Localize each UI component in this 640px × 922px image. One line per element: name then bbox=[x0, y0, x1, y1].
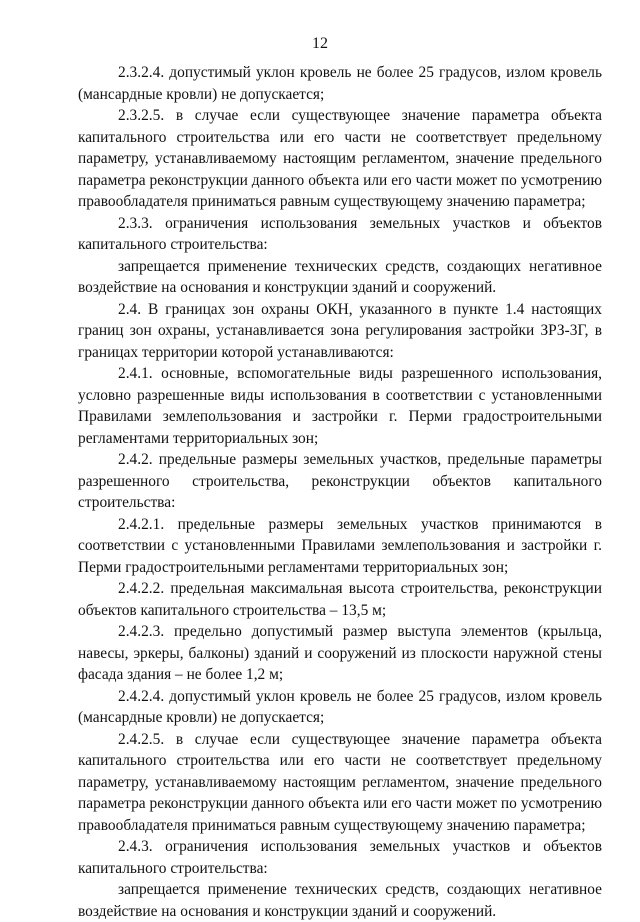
paragraph-2-3-3: 2.3.3. ограничения использования земельных участков и объектов капитального строительства: bbox=[78, 214, 602, 253]
paragraph-2-3-2-4: 2.3.2.4. допустимый уклон кровель не более 25 градусов, излом кровель (мансардные кровли) не допускается; bbox=[78, 64, 602, 103]
page-number: 12 bbox=[312, 35, 328, 52]
paragraph-2-4-2-4: 2.4.2.4. допустимый уклон кровель не более 25 градусов, излом кровель (мансардные кровли) не допускается; bbox=[78, 687, 602, 726]
paragraph-2-4-2-3: 2.4.2.3. предельно допустимый размер выступа элементов (крыльца, навесы, эркеры, балконы) зданий и сооружений из плоскости наружной стены фасада здания – не более 1,2 м; bbox=[78, 623, 602, 683]
paragraph-2-4-2: 2.4.2. предельные размеры земельных участков, предельные параметры разрешенного строительства, реконструкции объектов капитального строительства: bbox=[78, 451, 602, 511]
paragraph-2-4-3: 2.4.3. ограничения использования земельных участков и объектов капитального строительства: bbox=[78, 838, 602, 877]
paragraph-2-4: 2.4. В границах зон охраны ОКН, указанного в пункте 1.4 настоящих границ зон охраны, устанавливается зона регулирования застройки ЗРЗ-3Г, в границах территории которой устанавливаются: bbox=[78, 300, 602, 361]
document-body bbox=[78, 62, 602, 922]
paragraph-2-4-2-2: 2.4.2.2. предельная максимальная высота строительства, реконструкции объектов капитального строительства – 13,5 м; bbox=[78, 580, 602, 619]
paragraph-2-4-2-1: 2.4.2.1. предельные размеры земельных участков принимаются в соответствии с установленными Правилами землепользования и застройки г. Перми градостроительными регламентами территориальных зон; bbox=[78, 515, 602, 576]
paragraph-2-4-2-5: 2.4.2.5. в случае если существующее значение параметра объекта капитального строительства или его части не соответствует предельному параметру, устанавливаемому настоящим регламентом, значение предельного параметра реконструкции данного объекта или его части может по усмотрению правообладателя приниматься равным существующему значению параметра; bbox=[78, 730, 602, 834]
paragraph-prohibition: запрещается применение технических средств, создающих негативное воздействие на основания и конструкции зданий и сооружений. bbox=[78, 257, 602, 296]
paragraph-2-4-1: 2.4.1. основные, вспомогательные виды разрешенного использования, условно разрешенные виды использования в соответствии с установленными Правилами землепользования и застройки г. Перми градостроительными регламентами территориальных зон; bbox=[78, 365, 602, 447]
paragraph-2-3-2-5: 2.3.2.5. в случае если существующее значение параметра объекта капитального строительства или его части не соответствует предельному параметру, устанавливаемому настоящим регламентом, значение предельного параметра реконструкции данного объекта или его части может по усмотрению правообладателя приниматься равным существующему значению параметра; bbox=[78, 107, 602, 210]
paragraph-prohibition: запрещается применение технических средств, создающих негативное воздействие на основания и конструкции зданий и сооружений. bbox=[78, 881, 602, 920]
